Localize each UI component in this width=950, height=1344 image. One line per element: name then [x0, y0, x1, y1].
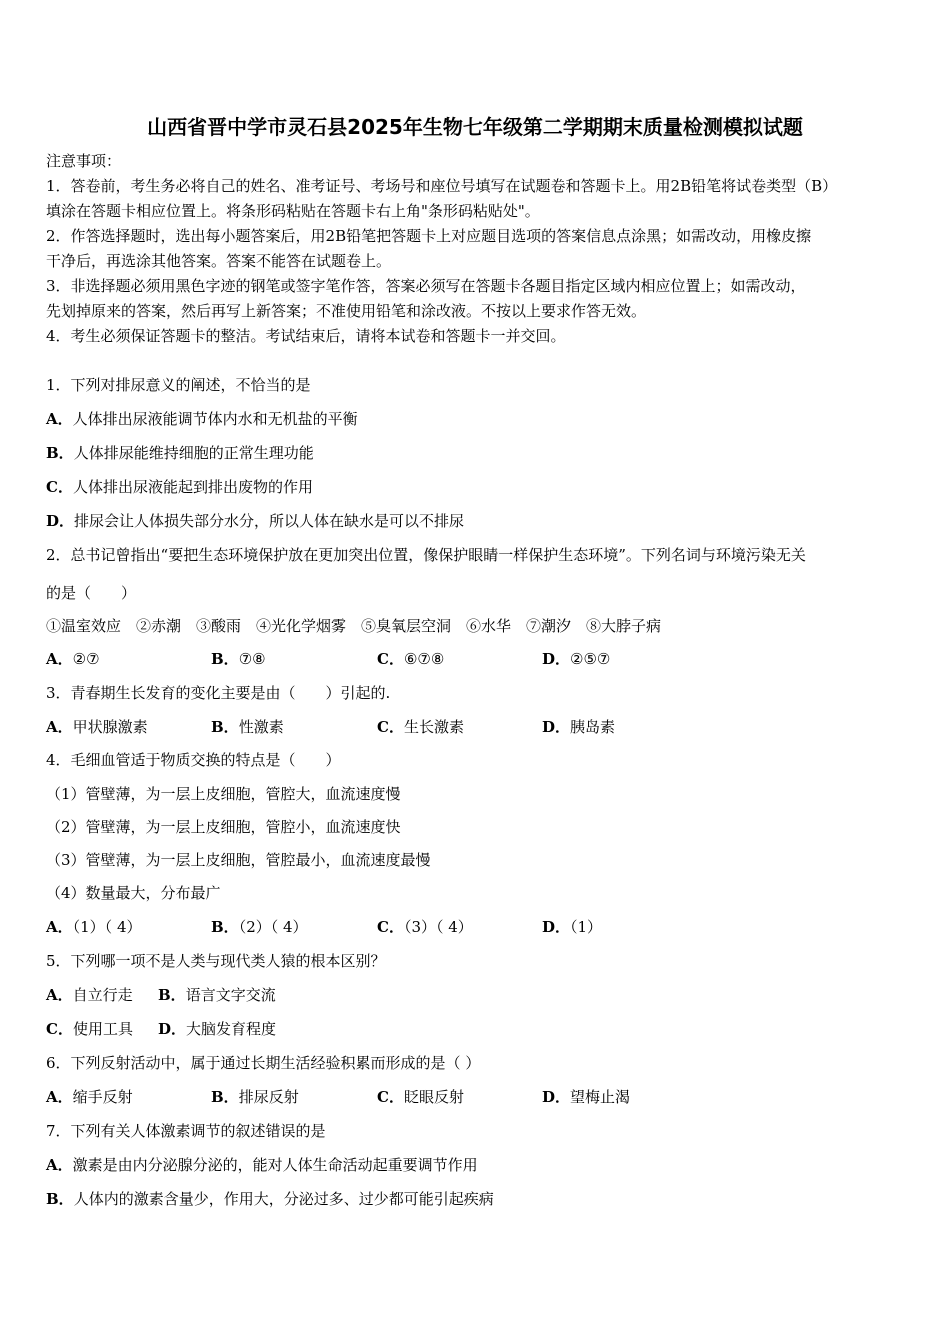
option-label: D．: [542, 650, 571, 668]
question-1-option-c: [46, 477, 313, 497]
question-3-option-a: [46, 717, 148, 737]
notice-line: 先划掉原来的答案，然后再写上新答案；不准使用铅笔和涂改液。不按以上要求作答无效。: [46, 302, 647, 320]
option-text: 激素是由内分泌腺分泌的，能对人体生命活动起重要调节作用: [72, 1156, 478, 1174]
option-text: 缩手反射: [72, 1088, 133, 1106]
option-label: D．: [158, 1020, 187, 1038]
question-5-option-c: [46, 1019, 133, 1039]
option-text: 大脑发育程度: [186, 1020, 277, 1038]
question-2-option-c: [377, 649, 444, 669]
notice-heading: 注意事项：: [46, 152, 122, 170]
question-2-items: ①温室效应 ②赤潮 ③酸雨 ④光化学烟雾 ⑤臭氧层空洞 ⑥水华 ⑦潮汐 ⑧大脖子病: [46, 617, 662, 635]
option-text: 自立行走: [72, 986, 133, 1004]
notice-line: 2．作答选择题时，选出每小题答案后，用2B铅笔把答题卡上对应题目选项的答案信息点涂黑；如需改动，用橡皮擦: [46, 227, 812, 245]
option-text: ⑦⑧: [238, 650, 266, 668]
option-label: B．: [211, 1088, 239, 1106]
option-text: 胰岛素: [570, 718, 616, 736]
question-2-option-b: [211, 649, 266, 669]
option-label: B．: [158, 986, 186, 1004]
question-4-statement: （2）管壁薄，为一层上皮细胞，管腔小，血流速度快: [46, 818, 401, 836]
question-4-stem: 4．毛细血管适于物质交换的特点是（ ）: [46, 751, 341, 769]
question-4-option-c: [377, 917, 473, 937]
option-text: 使用工具: [72, 1020, 133, 1038]
question-6-option-c: [377, 1087, 464, 1107]
option-label: B．: [211, 718, 239, 736]
option-text: 人体排出尿液能调节体内水和无机盐的平衡: [72, 410, 358, 428]
option-label: A．: [46, 1088, 73, 1106]
option-text: 甲状腺激素: [72, 718, 148, 736]
question-1-option-b: [46, 443, 314, 463]
question-4-statement: （4）数量最大，分布最广: [46, 884, 221, 902]
question-7-option-a: [46, 1155, 478, 1175]
option-text: （3）（ 4）: [403, 918, 473, 936]
option-text: 人体排尿能维持细胞的正常生理功能: [73, 444, 314, 462]
option-label: A．: [46, 918, 73, 936]
question-2-stem-cont: 的是（ ）: [46, 584, 137, 602]
option-text: （1）: [570, 918, 603, 936]
question-1-option-a: [46, 409, 358, 429]
option-label: B．: [211, 650, 239, 668]
option-label: A．: [46, 718, 73, 736]
option-label: A．: [46, 986, 73, 1004]
option-text: 性激素: [238, 718, 284, 736]
notice-line: 1．答卷前，考生务必将自己的姓名、准考证号、考场号和座位号填写在试题卷和答题卡上。用2B铅笔将试卷类型（B）: [46, 177, 838, 195]
option-text: 语言文字交流: [185, 986, 276, 1004]
notice-line: 干净后，再选涂其他答案。答案不能答在试题卷上。: [46, 252, 392, 270]
option-label: D．: [542, 1088, 571, 1106]
option-label: B．: [211, 918, 239, 936]
option-text: ②⑦: [72, 650, 100, 668]
option-label: A．: [46, 650, 73, 668]
option-text: （1）（ 4）: [72, 918, 142, 936]
question-6-option-b: [211, 1087, 299, 1107]
question-5-option-b: [158, 985, 276, 1005]
notice-line: 3．非选择题必须用黑色字迹的钢笔或签字笔作答，答案必须写在答题卡各题目指定区域内相应位置上；如需改动，: [46, 277, 806, 295]
question-4-statement: （3）管壁薄，为一层上皮细胞，管腔最小，血流速度最慢: [46, 851, 431, 869]
option-label: C．: [377, 1088, 404, 1106]
question-2-stem: 2．总书记曾指出“要把生态环境保护放在更加突出位置，像保护眼睛一样保护生态环境”。下列名词与环境污染无关: [46, 546, 806, 564]
question-2-option-a: [46, 649, 100, 669]
option-text: ⑥⑦⑧: [403, 650, 445, 668]
notice-line: 填涂在答题卡相应位置上。将条形码粘贴在答题卡右上角"条形码粘贴处"。: [46, 202, 540, 220]
question-5-option-d: [158, 1019, 276, 1039]
option-text: 人体排出尿液能起到排出废物的作用: [72, 478, 313, 496]
option-text: ②⑤⑦: [570, 650, 611, 668]
option-text: 排尿会让人体损失部分水分，所以人体在缺水是可以不排尿: [74, 512, 465, 530]
question-3-option-c: [377, 717, 464, 737]
option-label: C．: [377, 650, 404, 668]
page-title: 山西省晋中学市灵石县2025年生物七年级第二学期期末质量检测模拟试题: [147, 115, 803, 139]
option-text: 望梅止渴: [570, 1088, 631, 1106]
question-5-stem: 5．下列哪一项不是人类与现代类人猿的根本区别？: [46, 952, 386, 970]
option-text: 人体内的激素含量少，作用大，分泌过多、过少都可能引起疾病: [73, 1190, 494, 1208]
option-text: （2）（ 4）: [238, 918, 308, 936]
option-label: B．: [46, 444, 74, 462]
option-label: D．: [46, 512, 75, 530]
question-6-stem: 6．下列反射活动中，属于通过长期生活经验积累而形成的是（ ）: [46, 1054, 481, 1072]
option-label: C．: [46, 1020, 73, 1038]
question-3-option-d: [542, 717, 615, 737]
option-text: 生长激素: [403, 718, 464, 736]
question-4-option-a: [46, 917, 142, 937]
question-3-option-b: [211, 717, 284, 737]
question-3-stem: 3．青春期生长发育的变化主要是由（ ）引起的.: [46, 684, 391, 702]
question-1-option-d: [46, 511, 464, 531]
option-label: C．: [377, 718, 404, 736]
question-4-option-d: [542, 917, 602, 937]
option-label: B．: [46, 1190, 74, 1208]
question-4-option-b: [211, 917, 308, 937]
option-label: A．: [46, 410, 73, 428]
question-7-option-b: [46, 1189, 494, 1209]
option-text: 排尿反射: [238, 1088, 299, 1106]
question-6-option-d: [542, 1087, 630, 1107]
question-6-option-a: [46, 1087, 133, 1107]
notice-line: 4．考生必须保证答题卡的整洁。考试结束后，请将本试卷和答题卡一并交回。: [46, 327, 566, 345]
question-2-option-d: [542, 649, 610, 669]
question-5-option-a: [46, 985, 133, 1005]
option-label: A．: [46, 1156, 73, 1174]
option-label: C．: [46, 478, 73, 496]
question-1-stem: 1．下列对排尿意义的阐述，不恰当的是: [46, 376, 311, 394]
option-text: 眨眼反射: [403, 1088, 464, 1106]
question-7-stem: 7．下列有关人体激素调节的叙述错误的是: [46, 1122, 326, 1140]
option-label: D．: [542, 718, 571, 736]
question-4-statement: （1）管壁薄，为一层上皮细胞，管腔大，血流速度慢: [46, 785, 401, 803]
option-label: C．: [377, 918, 404, 936]
option-label: D．: [542, 918, 571, 936]
